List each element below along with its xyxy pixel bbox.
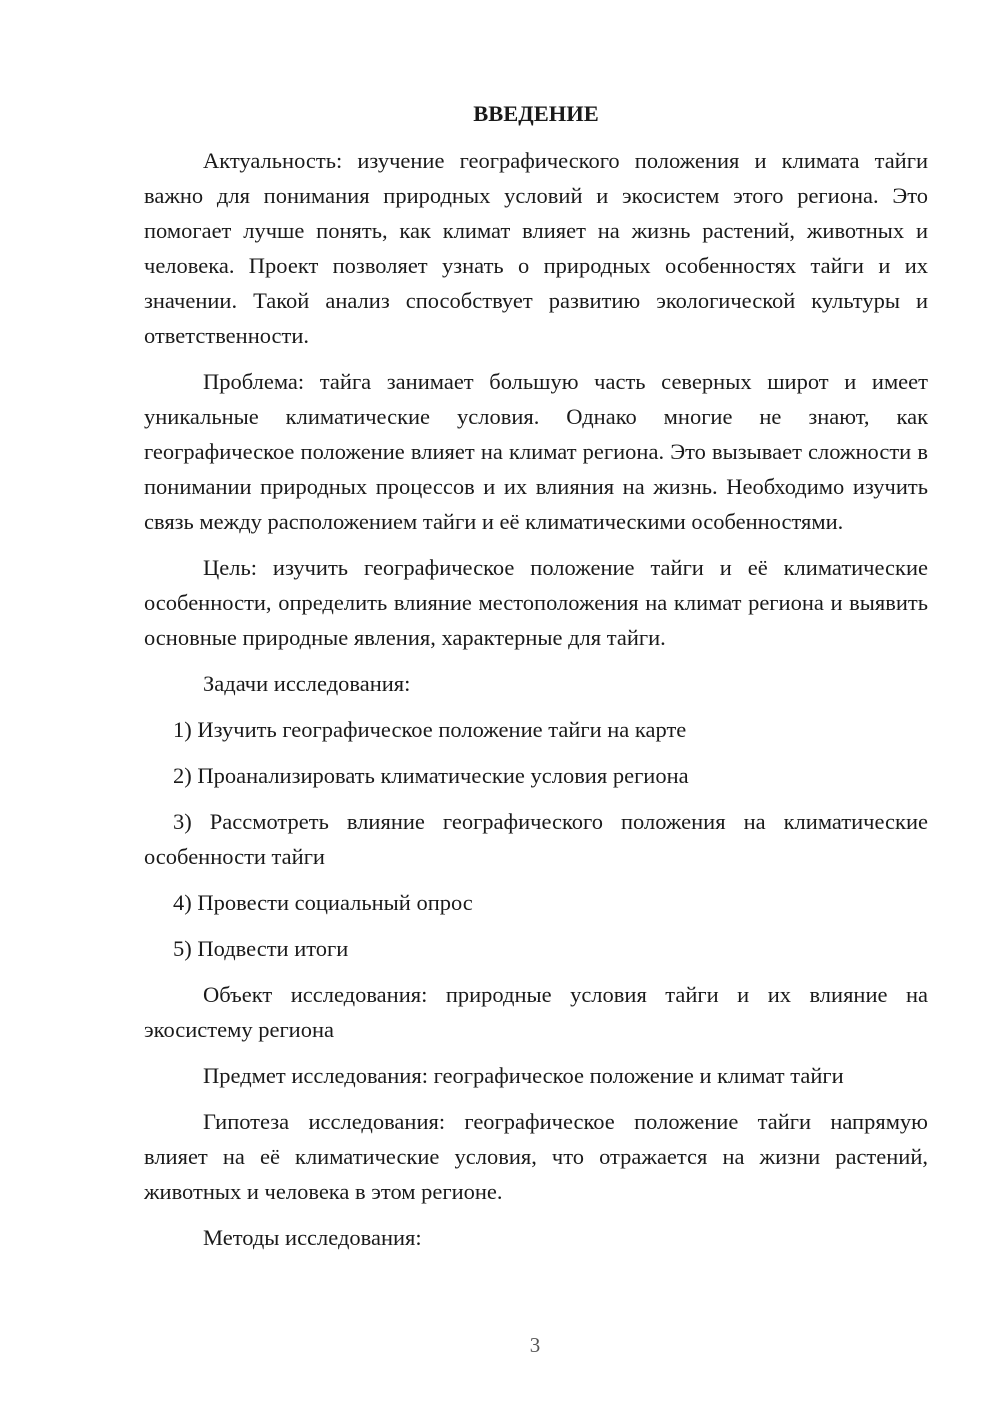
page-number: 3	[529, 1333, 541, 1357]
paragraph-problem: Проблема: тайга занимает большую часть северных широт и имеет уникальные климатические условия. Однако многие не знают, как географическое положение влияет на климат региона. Это вызывает сложности в понимании природных процессов и их влияния на жизнь. Необходимо изучить связь между расположением тайги и её климатическими особенностями.	[144, 369, 928, 534]
task-item-1: 1) Изучить географическое положение тайги на карте	[173, 717, 687, 742]
paragraph-goal: Цель: изучить географическое положение тайги и её климатические особенности, определить влияние местоположения на климат региона и выявить основные природные явления, характерные для тайги.	[144, 555, 928, 650]
methods-heading: Методы исследования:	[203, 1225, 422, 1250]
paragraph-hypothesis: Гипотеза исследования: географическое положение тайги напрямую влияет на её климатические условия, что отражается на жизни растений, животных и человека в этом регионе.	[144, 1109, 928, 1204]
paragraph-object: Объект исследования: природные условия тайги и их влияние на экосистему региона	[144, 982, 928, 1042]
paragraph-subject: Предмет исследования: географическое положение и климат тайги	[203, 1063, 844, 1088]
tasks-heading: Задачи исследования:	[203, 671, 411, 696]
task-item-4: 4) Провести социальный опрос	[173, 890, 473, 915]
task-item-5: 5) Подвести итоги	[173, 936, 349, 961]
paragraph-relevance: Актуальность: изучение географического положения и климата тайги важно для понимания природных условий и экосистем этого региона. Это помогает лучше понять, как климат влияет на жизнь растений, животных и человека. Проект позволяет узнать о природных особенностях тайги и их значении. Такой анализ способствует развитию экологической культуры и ответственности.	[144, 148, 928, 348]
section-heading: ВВЕДЕНИЕ	[473, 101, 599, 126]
task-item-2: 2) Проанализировать климатические условия региона	[173, 763, 689, 788]
page-content	[144, 96, 928, 1266]
task-item-3: 3) Рассмотреть влияние географического положения на климатические особенности тайги	[144, 809, 928, 869]
